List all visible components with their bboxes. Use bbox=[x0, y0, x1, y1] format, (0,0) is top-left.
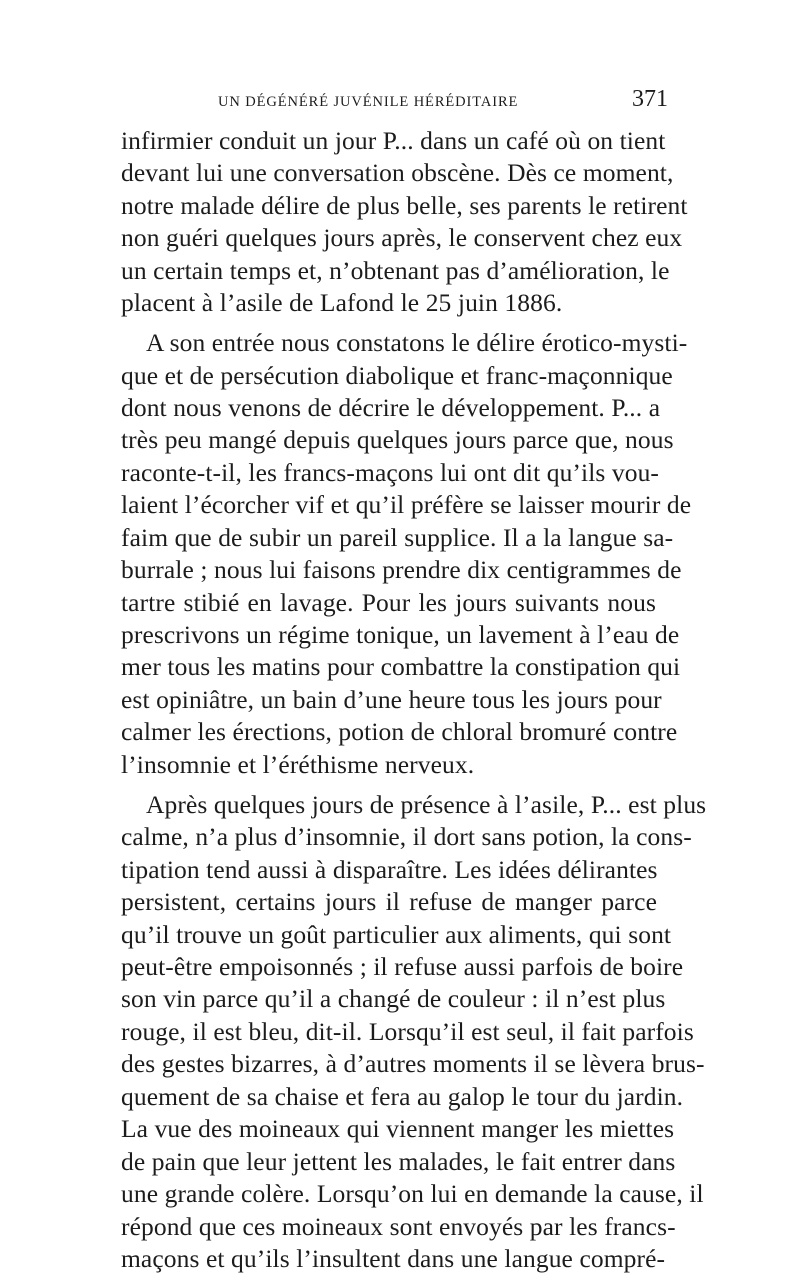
text-line: son vin parce qu’il a changé de couleur : il n’est plus bbox=[121, 984, 666, 1013]
text-line: très peu mangé depuis quelques jours parce que, nous bbox=[121, 425, 674, 454]
text-line: non guéri quelques jours après, le conservent chez eux bbox=[121, 223, 683, 252]
text-line: faim que de subir un pareil supplice. Il a la langue sa- bbox=[121, 523, 674, 552]
text-line: notre malade délire de plus belle, ses parents le retirent bbox=[121, 191, 688, 220]
text-line: peut-être empoisonnés ; il refuse aussi parfois de boire bbox=[121, 952, 684, 981]
text-line: une grande colère. Lorsqu’on lui en demande la cause, il bbox=[121, 1179, 704, 1208]
text-line: calmer les érections, potion de chloral bromuré contre bbox=[121, 717, 678, 746]
running-head bbox=[0, 86, 800, 120]
text-line: maçons et qu’ils l’insultent dans une langue compré- bbox=[121, 1244, 666, 1273]
text-line: de pain que leur jettent les malades, le fait entrer dans bbox=[121, 1147, 676, 1176]
text-line: La vue des moineaux qui viennent manger les miettes bbox=[121, 1114, 675, 1143]
text-line: burrale ; nous lui faisons prendre dix centigrammes de bbox=[121, 555, 682, 584]
text-line: devant lui une conversation obscène. Dès ce moment, bbox=[121, 158, 674, 187]
text-line: persistent, certains jours il refuse de manger parce bbox=[121, 887, 657, 916]
text-line: calme, n’a plus d’insomnie, il dort sans potion, la cons- bbox=[121, 822, 692, 851]
text-line: l’insomnie et l’éréthisme nerveux. bbox=[121, 750, 475, 779]
running-title: UN DÉGÉNÉRÉ JUVÉNILE HÉRÉDITAIRE bbox=[218, 94, 519, 110]
text-line: dont nous venons de décrire le développement. P... a bbox=[121, 393, 661, 422]
page-number: 371 bbox=[632, 86, 668, 112]
text-line: est opiniâtre, un bain d’une heure tous les jours pour bbox=[121, 685, 662, 714]
text-line: quement de sa chaise et fera au galop le tour du jardin. bbox=[121, 1082, 684, 1111]
text-line: raconte-t-il, les francs-maçons lui ont dit qu’ils vou- bbox=[121, 458, 660, 487]
text-line: prescrivons un régime tonique, un lavement à l’eau de bbox=[121, 620, 680, 649]
text-line: placent à l’asile de Lafond le 25 juin 1886. bbox=[121, 288, 563, 317]
text-line: des gestes bizarres, à d’autres moments il se lèvera brus- bbox=[121, 1049, 705, 1078]
text-line: un certain temps et, n’obtenant pas d’amélioration, le bbox=[121, 256, 670, 285]
text-line: A son entrée nous constatons le délire érotico-mysti- bbox=[146, 328, 688, 357]
text-line: Après quelques jours de présence à l’asile, P... est plus bbox=[146, 790, 707, 819]
text-line: qu’il trouve un goût particulier aux aliments, qui sont bbox=[121, 920, 672, 949]
text-line: mer tous les matins pour combattre la constipation qui bbox=[121, 652, 681, 681]
text-line: tartre stibié en lavage. Pour les jours suivants nous bbox=[121, 588, 656, 617]
text-line: infirmier conduit un jour P... dans un café où on tient bbox=[121, 126, 666, 155]
text-line: répond que ces moineaux sont envoyés par les francs- bbox=[121, 1212, 676, 1241]
text-line: tipation tend aussi à disparaître. Les idées délirantes bbox=[121, 855, 658, 884]
text-line: laient l’écorcher vif et qu’il préfère se laisser mourir de bbox=[121, 490, 692, 519]
text-line: que et de persécution diabolique et franc-maçonnique bbox=[121, 361, 673, 390]
text-line: rouge, il est bleu, dit-il. Lorsqu’il est seul, il fait parfois bbox=[121, 1017, 694, 1046]
